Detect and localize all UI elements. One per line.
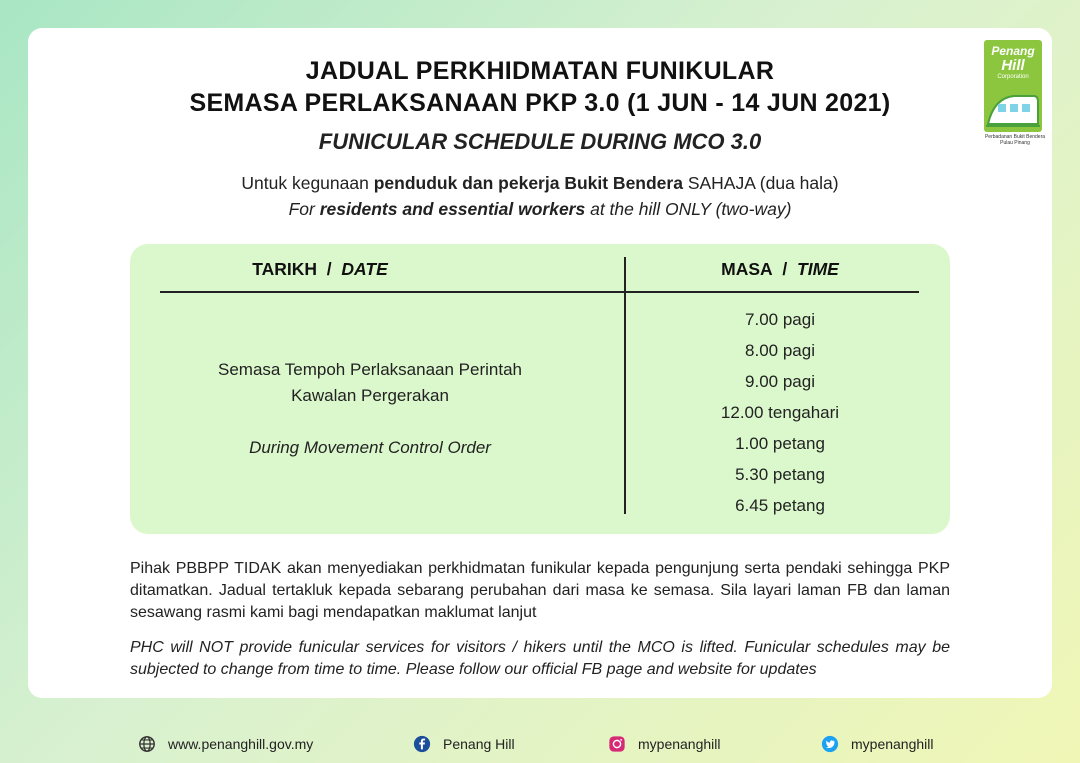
time-item: 7.00 pagi (745, 310, 815, 329)
logo-text-hill: Hill (1001, 57, 1025, 74)
date-en: During Movement Control Order (249, 438, 491, 457)
logo-text-penang: Penang (991, 44, 1035, 58)
column-divider (624, 257, 626, 514)
logo-badge (984, 40, 1042, 132)
column-header-date-en: DATE (341, 259, 388, 279)
footer-twitter-text: mypenanghill (851, 736, 934, 752)
column-header-date (170, 259, 470, 280)
header-divider (160, 291, 919, 293)
subtitle-en (28, 199, 1052, 220)
footer-website[interactable] (138, 735, 313, 753)
time-item: 8.00 pagi (745, 341, 815, 360)
footer-instagram[interactable] (608, 735, 721, 753)
time-item: 9.00 pagi (745, 372, 815, 391)
column-header-time-en: TIME (797, 259, 839, 279)
subtitle-ms (28, 173, 1052, 194)
footer-website-text: www.penanghill.gov.my (168, 736, 314, 752)
footer-facebook[interactable] (413, 735, 515, 753)
title-ms-line2: SEMASA PERLAKSANAAN PKP 3.0 (1 JUN - 14 JUN 2021) (189, 89, 891, 117)
column-header-time-sep: / (782, 259, 788, 279)
subtitle-ms-part1: Untuk kegunaan (241, 173, 374, 193)
column-header-date-sep: / (326, 259, 332, 279)
date-ms-line2: Kawalan Pergerakan (291, 386, 449, 405)
schedule-card (28, 28, 1052, 698)
instagram-icon (608, 735, 626, 753)
notice-en: PHC will NOT provide funicular services for visitors / hikers until the MCO is lifted. Funicular schedules may be subjected to change from time to time. Please follow our official FB page and website for updates (130, 639, 950, 678)
footer-instagram-text: mypenanghill (638, 736, 721, 752)
time-item: 12.00 tengahari (720, 403, 840, 422)
subtitle-ms-part3: SAHAJA (dua hala) (682, 173, 839, 193)
column-header-time-ms: MASA (721, 259, 773, 279)
subtitle-ms-bold: penduduk dan pekerja Bukit Bendera (373, 173, 683, 193)
subtitle-en-bold: residents and essential workers (319, 199, 586, 219)
footer (0, 727, 1080, 763)
schedule-table (130, 244, 950, 534)
title-ms-line1: JADUAL PERKHIDMATAN FUNIKULAR (305, 57, 775, 85)
footer-twitter[interactable] (821, 735, 934, 753)
column-header-date-ms: TARIKH (252, 259, 318, 279)
time-list (640, 310, 920, 527)
globe-icon (138, 735, 156, 753)
footer-facebook-text: Penang Hill (443, 736, 515, 752)
time-item: 6.45 petang (735, 496, 825, 515)
twitter-icon (821, 735, 839, 753)
logo-text-corporation: Corporation (997, 74, 1029, 80)
time-item: 5.30 petang (735, 465, 825, 484)
column-header-time (625, 259, 935, 280)
logo-subtitle: Perbadanan Bukit Bendera Pulau Pinang (984, 134, 1046, 146)
facebook-icon (413, 735, 431, 753)
date-ms-line1: Semasa Tempoh Perlaksanaan Perintah (218, 360, 522, 379)
notice-ms: Pihak PBBPP TIDAK akan menyediakan perkhidmatan funikular kepada pengunjung serta pendaki sehingga PKP ditamatkan. Jadual tertakluk kepada sebarang perubahan dari masa ke semasa. Sila layari laman FB dan laman sesawang rasmi kami bagi mendapatkan maklumat lanjut (130, 560, 950, 621)
subtitle-en-part3: at the hill ONLY (two-way) (585, 199, 792, 219)
time-item: 1.00 petang (735, 434, 825, 453)
title-en: FUNICULAR SCHEDULE DURING MCO 3.0 (318, 129, 762, 154)
subtitle-en-part1: For (288, 199, 320, 219)
